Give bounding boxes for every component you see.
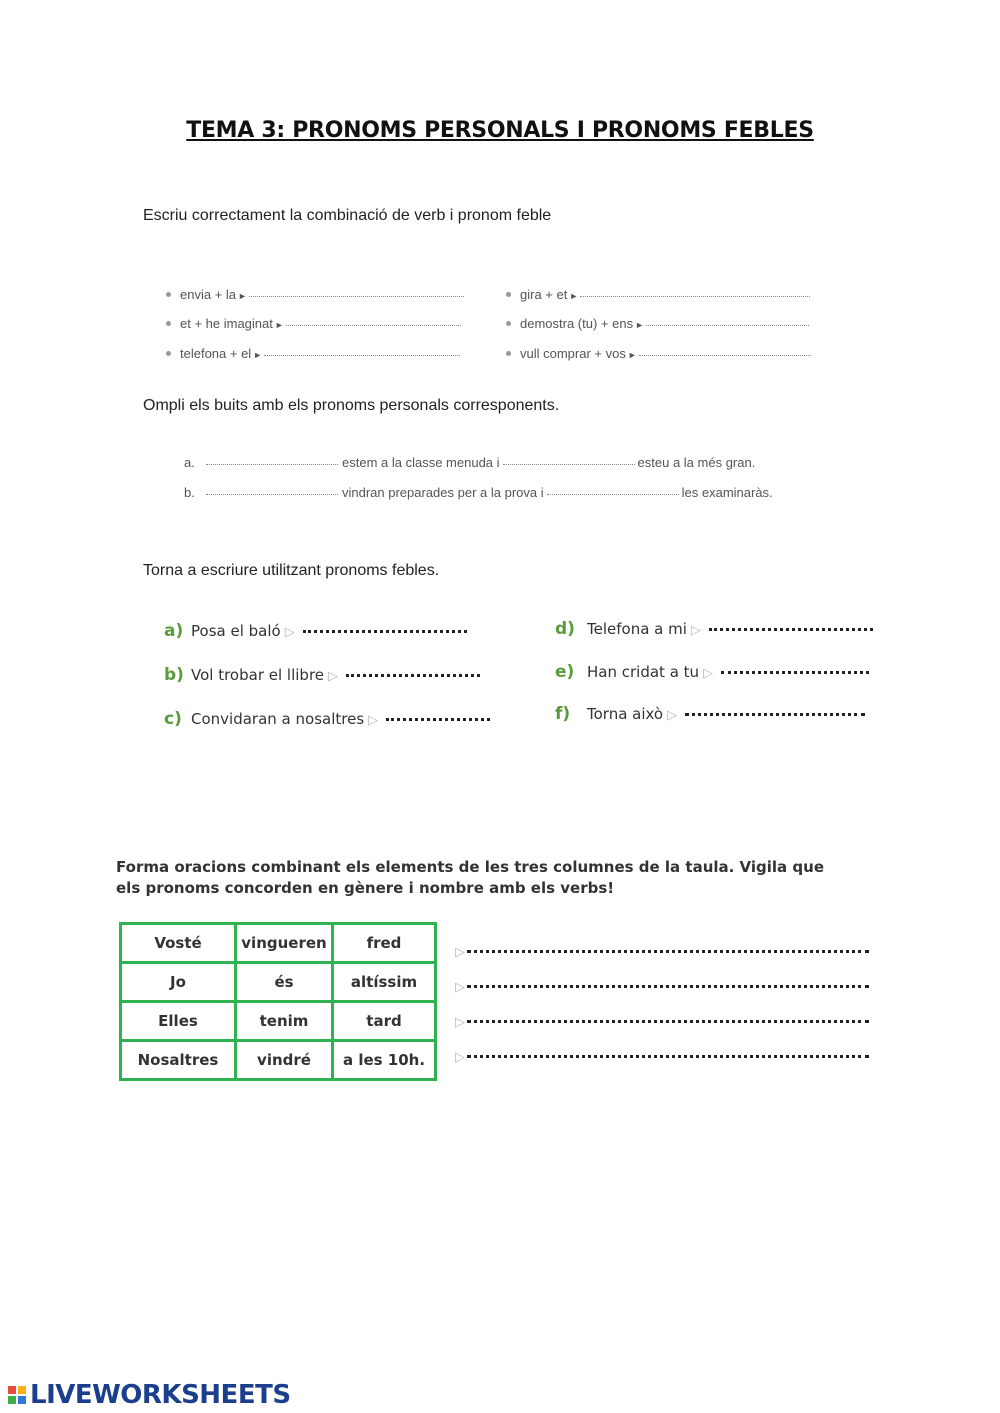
arrow-icon: ▷ bbox=[328, 669, 339, 684]
answer-blank[interactable] bbox=[303, 629, 467, 633]
table-cell: Jo bbox=[121, 963, 236, 1002]
exercise2-row bbox=[184, 485, 773, 500]
exercise3-item bbox=[164, 621, 467, 641]
arrow-icon: ▷ bbox=[368, 713, 379, 728]
table-cell: altíssim bbox=[333, 963, 436, 1002]
page-title: TEMA 3: PRONOMS PERSONALS I PRONOMS FEBLES bbox=[186, 118, 814, 143]
exercise3-item bbox=[164, 709, 490, 729]
sentence-answer-row bbox=[455, 1049, 869, 1065]
arrow-icon: ▷ bbox=[455, 979, 465, 994]
exercise1-item bbox=[506, 316, 809, 331]
answer-blank[interactable] bbox=[721, 670, 869, 674]
answer-blank[interactable] bbox=[467, 984, 869, 988]
bullet-icon bbox=[506, 321, 511, 326]
answer-blank[interactable] bbox=[346, 673, 480, 677]
sentence-answer-row bbox=[455, 979, 869, 995]
exercise1-prompt: envia + la bbox=[180, 287, 237, 302]
row-label: b. bbox=[184, 485, 195, 500]
table-cell: tard bbox=[333, 1002, 436, 1041]
item-label: a) bbox=[164, 621, 184, 641]
table-cell: Vosté bbox=[121, 924, 236, 963]
bullet-icon bbox=[166, 292, 171, 297]
exercise1-item bbox=[166, 346, 460, 361]
arrow-icon: ▷ bbox=[455, 1049, 465, 1064]
exercise1-item bbox=[506, 287, 810, 302]
answer-blank[interactable] bbox=[639, 354, 811, 356]
table-row bbox=[121, 924, 436, 963]
instruction-1: Escriu correctament la combinació de verb i pronom feble bbox=[143, 207, 552, 224]
item-text: Han cridat a tu bbox=[587, 663, 700, 681]
liveworksheets-logo-icon bbox=[8, 1386, 26, 1404]
bullet-icon bbox=[166, 321, 171, 326]
bullet-icon bbox=[166, 351, 171, 356]
answer-blank[interactable] bbox=[206, 463, 338, 465]
answer-blank[interactable] bbox=[386, 717, 490, 721]
exercise1-prompt: et + he imaginat bbox=[180, 316, 273, 331]
exercise1-prompt: vull comprar + vos bbox=[520, 346, 626, 361]
arrow-icon: ► bbox=[274, 320, 284, 330]
row-label: a. bbox=[184, 455, 195, 470]
table-row bbox=[121, 1041, 436, 1080]
arrow-icon: ► bbox=[627, 350, 637, 360]
answer-blank[interactable] bbox=[547, 493, 679, 495]
exercise2-row bbox=[184, 455, 755, 470]
item-text: Convidaran a nosaltres bbox=[191, 710, 365, 728]
exercise3-item bbox=[555, 662, 869, 682]
item-text: Telefona a mi bbox=[587, 620, 687, 638]
table-cell: fred bbox=[333, 924, 436, 963]
table-row bbox=[121, 963, 436, 1002]
exercise1-prompt: demostra (tu) + ens bbox=[520, 316, 634, 331]
arrow-icon: ▷ bbox=[667, 708, 678, 723]
arrow-icon: ► bbox=[569, 291, 579, 301]
answer-blank[interactable] bbox=[467, 1054, 869, 1058]
bullet-icon bbox=[506, 351, 511, 356]
exercise3-item bbox=[164, 665, 480, 685]
bullet-icon bbox=[506, 292, 511, 297]
item-label: c) bbox=[164, 709, 182, 729]
instruction-3: Torna a escriure utilitzant pronoms febles. bbox=[143, 562, 440, 579]
arrow-icon: ► bbox=[635, 320, 644, 330]
table-cell: Elles bbox=[121, 1002, 236, 1041]
exercise1-prompt: gira + et bbox=[520, 287, 568, 302]
arrow-icon: ▷ bbox=[690, 623, 701, 638]
item-text: Posa el baló bbox=[191, 622, 281, 640]
sentence-answer-row bbox=[455, 944, 869, 960]
item-label: e) bbox=[555, 662, 575, 682]
arrow-icon: ▷ bbox=[455, 1014, 465, 1029]
instruction-2: Ompli els buits amb els pronoms personals corresponents. bbox=[143, 397, 560, 414]
answer-blank[interactable] bbox=[249, 295, 464, 297]
table-cell: tenim bbox=[236, 1002, 333, 1041]
exercise1-item bbox=[166, 316, 461, 331]
answer-blank[interactable] bbox=[503, 463, 635, 465]
item-label: f) bbox=[555, 704, 571, 724]
exercise3-item bbox=[555, 619, 873, 639]
sentence-middle: estem a la classe menuda i bbox=[342, 455, 500, 470]
sentence-end: les examinaràs. bbox=[681, 485, 773, 500]
item-label: d) bbox=[555, 619, 575, 639]
word-table bbox=[119, 922, 437, 1081]
answer-blank[interactable] bbox=[580, 295, 810, 297]
exercise3-item bbox=[555, 704, 865, 724]
item-label: b) bbox=[164, 665, 184, 685]
footer-brand[interactable] bbox=[8, 1380, 291, 1410]
answer-blank[interactable] bbox=[646, 324, 809, 326]
item-text: Vol trobar el llibre bbox=[191, 666, 325, 684]
answer-blank[interactable] bbox=[467, 949, 869, 953]
table-cell: Nosaltres bbox=[121, 1041, 236, 1080]
table-cell: vingueren bbox=[236, 924, 333, 963]
sentence-end: esteu a la més gran. bbox=[637, 455, 756, 470]
table-cell: és bbox=[236, 963, 333, 1002]
exercise1-item bbox=[506, 346, 811, 361]
brand-name: LIVEWORKSHEETS bbox=[30, 1380, 291, 1410]
exercise1-prompt: telefona + el bbox=[180, 346, 252, 361]
table-cell: a les 10h. bbox=[333, 1041, 436, 1080]
answer-blank[interactable] bbox=[264, 354, 460, 356]
arrow-icon: ▷ bbox=[703, 666, 714, 681]
arrow-icon: ► bbox=[253, 350, 263, 360]
answer-blank[interactable] bbox=[685, 712, 865, 716]
answer-blank[interactable] bbox=[709, 627, 873, 631]
instruction-4: Forma oracions combinant els elements de les tres columnes de la taula. Vigila que els pronoms concorden en gènere i nombre amb els verbs! bbox=[116, 858, 824, 897]
arrow-icon: ▷ bbox=[284, 625, 295, 640]
arrow-icon: ► bbox=[238, 291, 247, 301]
exercise1-item bbox=[166, 287, 464, 302]
answer-blank[interactable] bbox=[467, 1019, 869, 1023]
item-text: Torna això bbox=[587, 705, 664, 723]
answer-blank[interactable] bbox=[206, 493, 338, 495]
arrow-icon: ▷ bbox=[455, 944, 465, 959]
answer-blank[interactable] bbox=[286, 324, 461, 326]
table-cell: vindré bbox=[236, 1041, 333, 1080]
table-row bbox=[121, 1002, 436, 1041]
sentence-middle: vindran preparades per a la prova i bbox=[342, 485, 544, 500]
sentence-answer-row bbox=[455, 1014, 869, 1030]
